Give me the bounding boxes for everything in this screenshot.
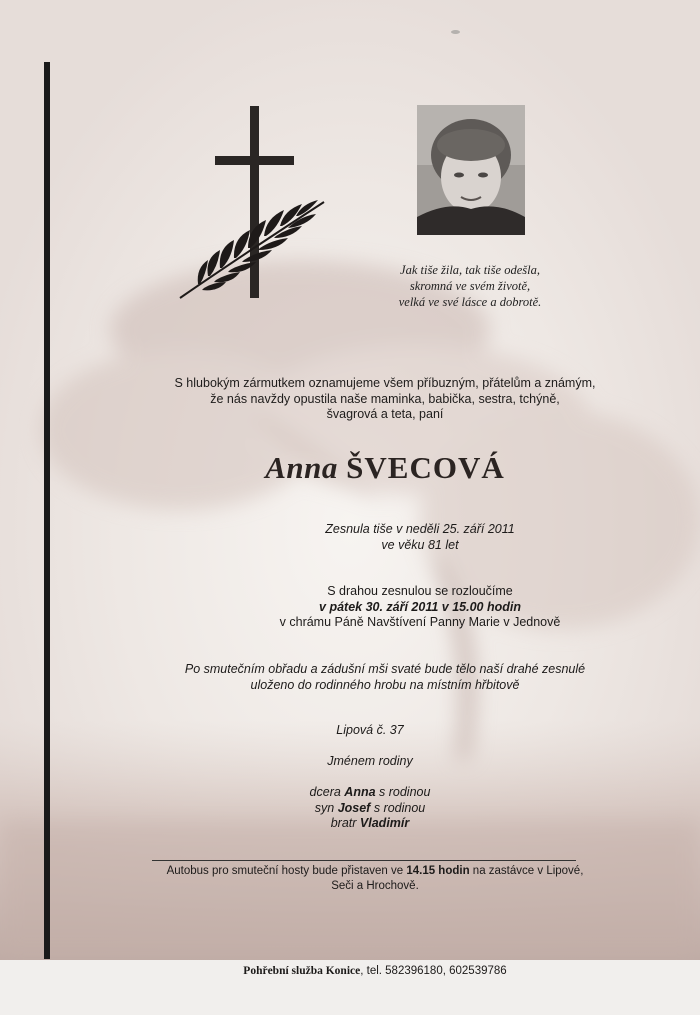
funeral-service-contact: , tel. 582396180, 602539786 [360, 965, 507, 977]
mourner-line: bratr Vladimír [330, 816, 410, 830]
funeral-service-name: Pohřební služba Konice [243, 965, 361, 977]
burial-line: Po smutečním obřadu a zádušní mši svaté bude tělo naší drahé zesnulé [184, 662, 586, 676]
burial-info [90, 662, 680, 693]
bus-line-2: Seči a Hrochově. [331, 879, 419, 892]
portrait-photo [417, 105, 525, 235]
cross-icon-arm [215, 156, 294, 165]
family-address: Lipová č. 37 [336, 723, 404, 737]
intro-line: švagrová a teta, paní [326, 407, 444, 421]
funeral-info [200, 584, 640, 631]
memorial-quote [300, 262, 640, 310]
burial-line: uloženo do rodinného hrobu na místním hřbitově [250, 677, 520, 692]
first-name: Anna [265, 450, 338, 485]
funeral-service-footer [150, 965, 600, 977]
on-behalf-heading: Jménem rodiny [327, 754, 413, 768]
deceased-name [90, 450, 680, 486]
mourners-list [200, 785, 540, 832]
bus-line: Autobus pro smuteční hosty bude přistaven ve 14.15 hodin na zastávce v Lipové, [166, 865, 584, 877]
passed-line: Zesnula tiše v neděli 25. září 2011 [325, 522, 515, 536]
quote-line: Jak tiše žila, tak tiše odešla, [400, 263, 540, 277]
intro-line: S hlubokým zármutkem oznamujeme všem příbuzným, přátelům a známým, [174, 376, 596, 390]
mourning-bar [44, 62, 50, 959]
paper-speck [451, 30, 460, 34]
last-name: ŠVECOVÁ [346, 450, 505, 485]
mourner-line: dcera Anna s rodinou [309, 785, 431, 799]
passed-line: ve věku 81 let [381, 537, 459, 552]
announcement-intro [90, 376, 680, 423]
date-of-death [200, 522, 640, 553]
intro-line: že nás navždy opustila naše maminka, babička, sestra, tchýně, [210, 391, 560, 406]
divider-line [152, 860, 576, 861]
quote-line: skromná ve svém životě, [409, 279, 531, 293]
quote-line: velká ve své lásce a dobrotě. [398, 295, 542, 309]
bus-notice [145, 864, 605, 893]
funeral-place: v chrámu Páně Navštívení Panny Marie v Jednově [279, 615, 561, 629]
farewell-line: S drahou zesnulou se rozloučíme [327, 584, 513, 598]
funeral-datetime: v pátek 30. září 2011 v 15.00 hodin [319, 599, 521, 614]
mourner-line: syn Josef s rodinou [314, 800, 426, 815]
